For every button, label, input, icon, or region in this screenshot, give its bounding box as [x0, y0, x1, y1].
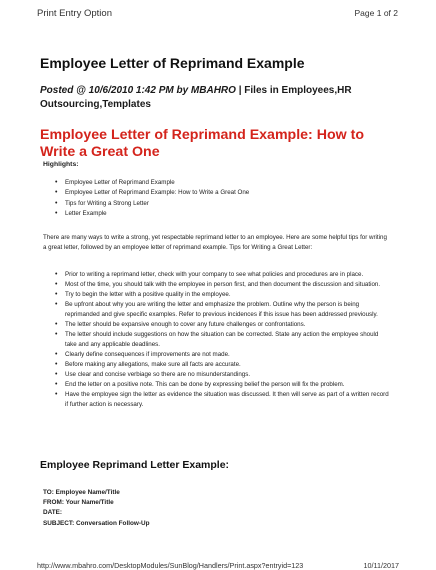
- tip-item: • Try to begin the letter with a positive quality in the employee.: [55, 290, 390, 300]
- posted-info: [40, 84, 370, 112]
- letter-from-line: FROM: Your Name/Title: [43, 499, 114, 507]
- tip-item: • The letter should be expansive enough to cover any future challenges or confrontations.: [55, 320, 390, 330]
- document-title: Employee Letter of Reprimand Example: [40, 55, 305, 71]
- tip-item: • Have the employee sign the letter as evidence the situation was discussed. It then will serve as part of a written record if further action is necessary.: [55, 390, 390, 410]
- tip-item: • End the letter on a positive note. This can be done by expressing belief the person will fix the problem.: [55, 380, 390, 390]
- tip-item: • Before making any allegations, make sure all facts are accurate.: [55, 360, 390, 370]
- tip-item: • Prior to writing a reprimand letter, check with your company to see what policies and procedures are in place.: [55, 270, 390, 280]
- highlight-item: • Tips for Writing a Strong Letter: [55, 199, 249, 209]
- tips-list: [55, 270, 390, 410]
- highlight-item: • Letter Example: [55, 209, 249, 219]
- tip-item: • The letter should include suggestions on how the situation can be corrected. State any action the employee should take and any applicable deadlines.: [55, 330, 390, 350]
- letter-subject-line: SUBJECT: Conversation Follow-Up: [43, 519, 150, 527]
- highlight-item: • Employee Letter of Reprimand Example: How to Write a Great One: [55, 188, 249, 198]
- intro-paragraph: There are many ways to write a strong, yet respectable reprimand letter to an employee. Here are some helpful tips for writing a great letter, followed by an employee letter of reprimand example. Tips for Writing a Great Letter:: [43, 234, 387, 252]
- letter-header-block: [43, 488, 150, 529]
- print-entry-option: Print Entry Option: [37, 8, 112, 19]
- tip-item: • Clearly define consequences if improvements are not made.: [55, 350, 390, 360]
- tip-item: • Be upfront about why you are writing the letter and emphasize the problem. Outline why the person is being reprimanded and give specific examples. Refer to previous incidences if this issue has been addressed previously.: [55, 300, 390, 320]
- footer-url: http://www.mbahro.com/DesktopModules/SunBlog/Handlers/Print.aspx?entryid=123: [37, 561, 304, 570]
- posted-date-author: Posted @ 10/6/2010 1:42 PM by MBAHRO: [40, 85, 236, 96]
- letter-date-line: DATE:: [43, 509, 63, 517]
- footer-date: 10/11/2017: [363, 561, 399, 570]
- highlights-list: [55, 178, 249, 219]
- tip-item: • Most of the time, you should talk with the employee in person first, and then document the discussion and situation.: [55, 280, 390, 290]
- page-number: Page 1 of 2: [354, 8, 398, 18]
- tip-item: • Use clear and concise verbiage so there are no misunderstandings.: [55, 370, 390, 380]
- highlight-item: • Employee Letter of Reprimand Example: [55, 178, 249, 188]
- letter-to-line: TO: Employee Name/Title: [43, 489, 120, 496]
- letter-example-heading: Employee Reprimand Letter Example:: [40, 459, 230, 471]
- posted-categories: | Files in Employees,HR Outsourcing,Templates: [40, 85, 352, 110]
- highlights-label: Highlights:: [43, 161, 79, 168]
- article-heading: Employee Letter of Reprimand Example: How to Write a Great One: [40, 127, 365, 160]
